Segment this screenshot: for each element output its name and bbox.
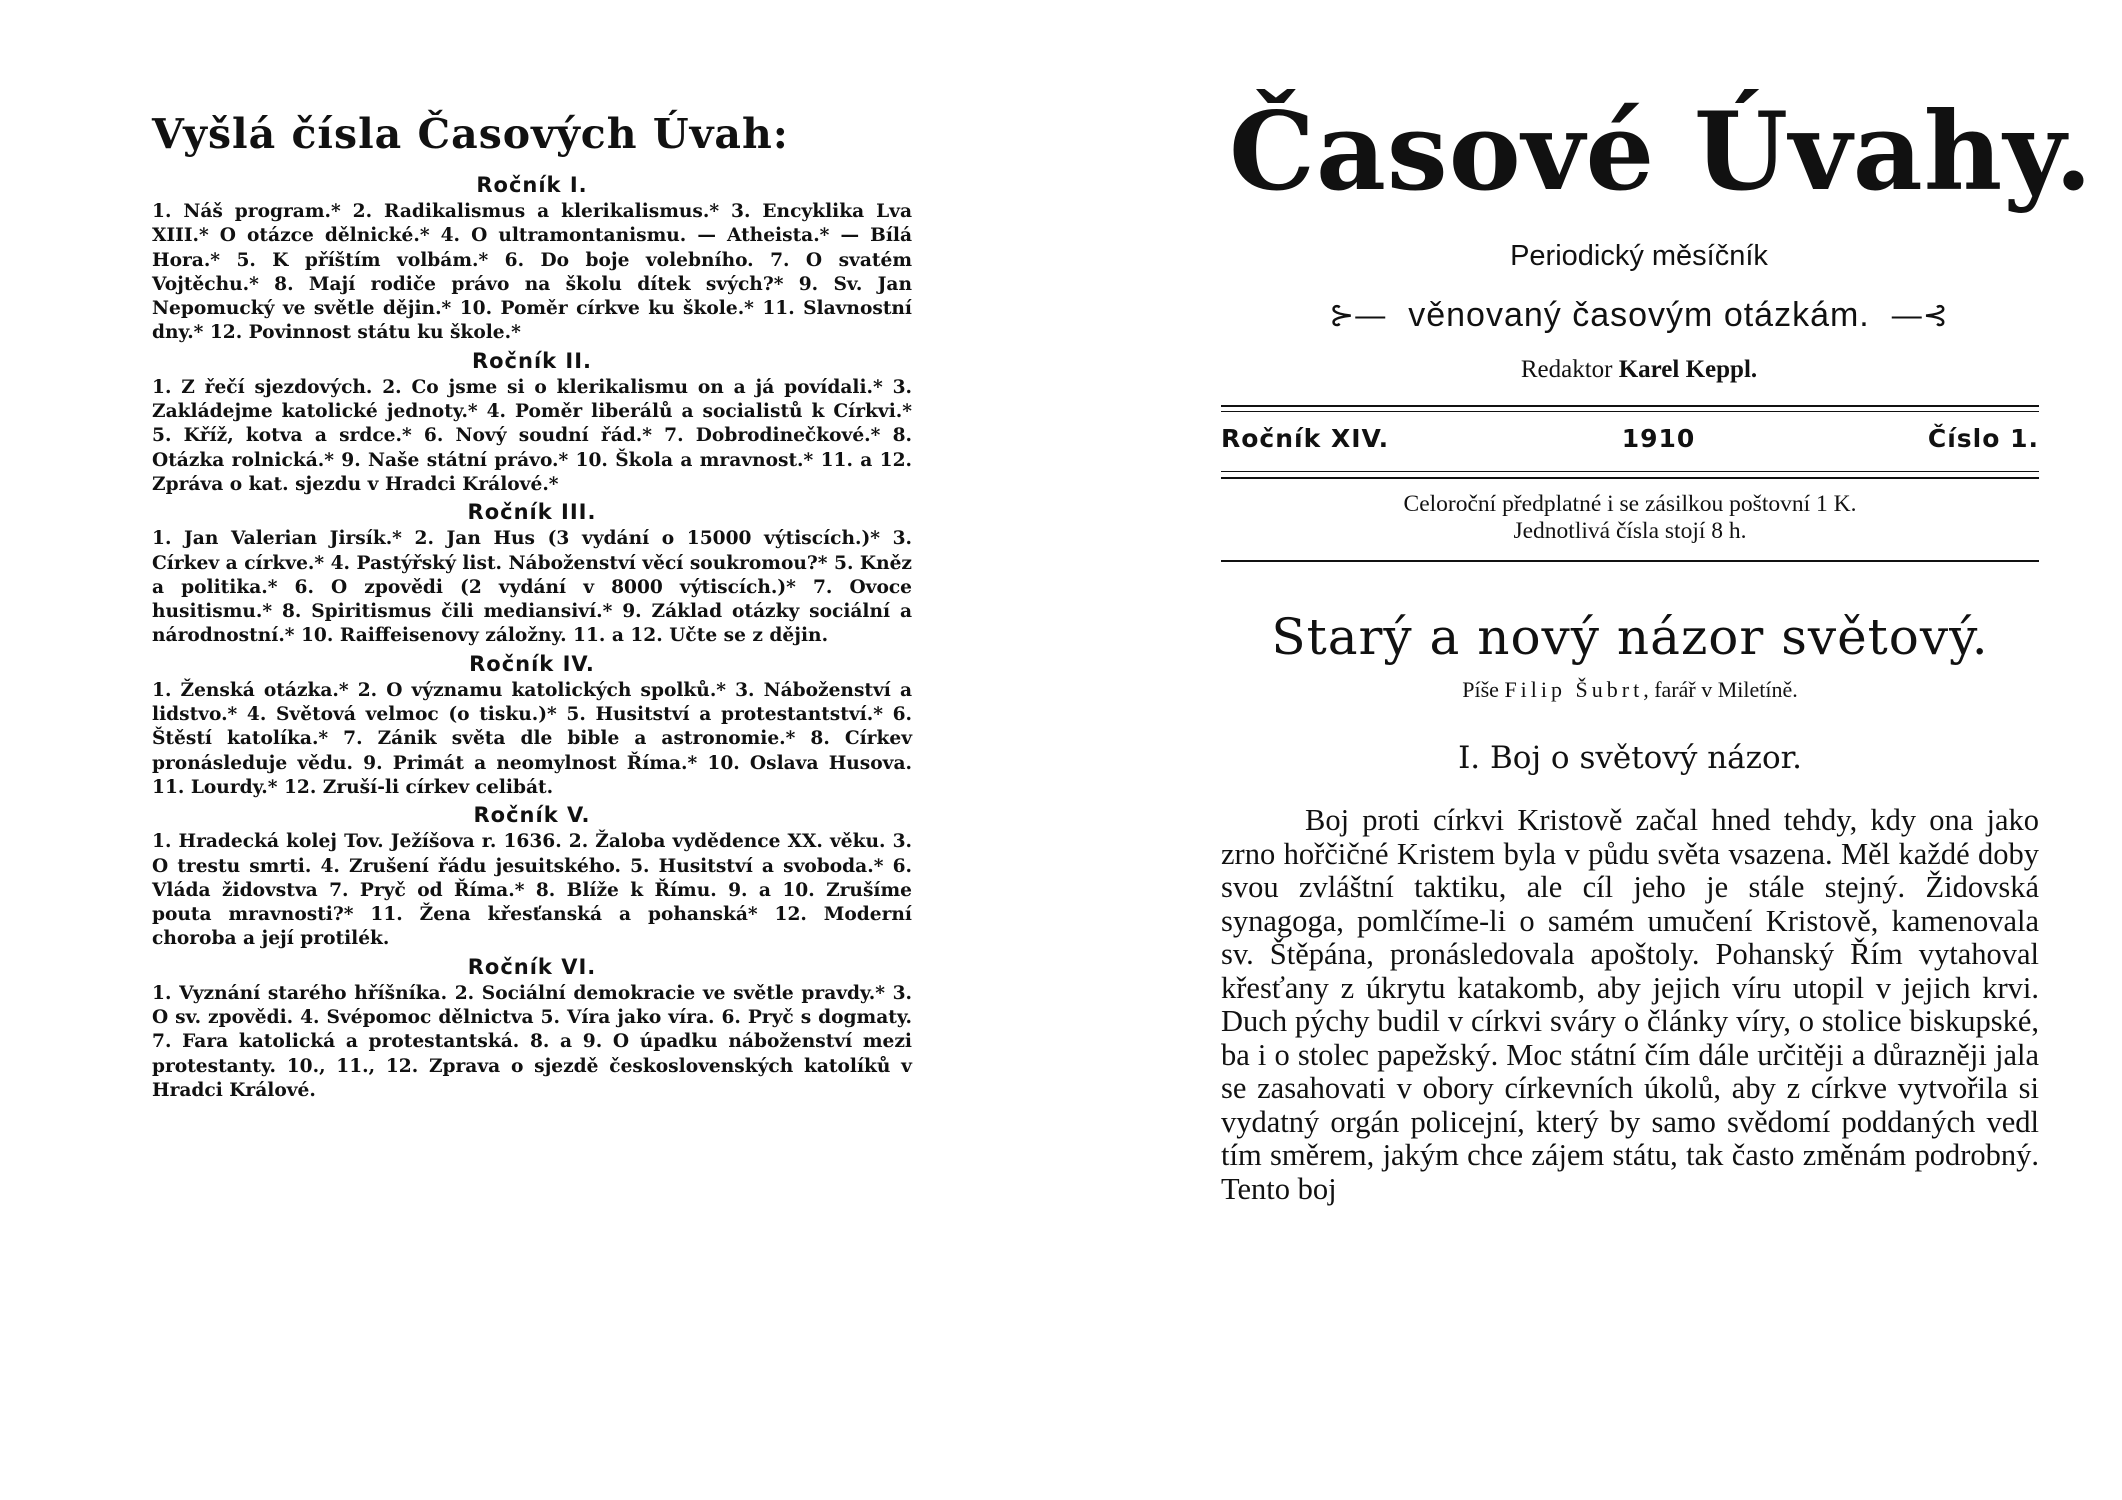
byline-author: Filip Šubrt [1504,677,1644,702]
issue-list [152,170,912,1103]
divider [1221,405,2039,407]
byline [1221,677,2039,703]
ornament-left-icon: ⊱— [1329,299,1387,332]
dedication-line [1229,296,2049,335]
volume-heading: Ročník III. [467,500,597,525]
divider [1221,560,2039,562]
section-title: I. Boj o světový názor. [1458,740,1802,776]
issue-number: Číslo 1. [1927,424,2039,453]
volume-issues: 1. Ženská otázka.* 2. O významu katolických spolků.* 3. Náboženství a lidstvo.* 4. Světová velmoc (o tisku.)* 5. Husitství a protestantství.* 6. Štěstí katolíka.* 7. Zánik světa dle bible a astronomie.* 8. Církev pronásleduje vědu. 9. Primát a neomylnost Říma.* 10. Oslava Husova. 11. Lourdy.* 12. Zruší-li církev celibát. [152,679,912,798]
article-body [1221,804,2039,1206]
volume-issues: 1. Z řečí sjezdových. 2. Co jsme si o klerikalismu on a já povídali.* 3. Zakládejme katolické jednoty.* 4. Poměr liberálů a socialistů k Církvi.* 5. Kříž, kotva a srdce.* 6. Nový soudní řád.* 7. Dobrodinečkové.* 8. Otázka rolnická.* 9. Naše státní právo.* 10. Škola a mravnost.* 11. a 12. Zpráva o kat. sjezdu v Hradci Králové.* [152,376,912,495]
volume-issues: 1. Vyznání starého hříšníka. 2. Sociální demokracie ve světle pravdy.* 3. O sv. zpovědi. 4. Svépomoc dělnictva 5. Víra jako víra. 6. Pryč s dogmaty. 7. Fara katolická a protestantská. 8. a 9. O úpadku náboženství mezi protestanty. 10., 11., 12. Zprava o sjezdě československých katolíků v Hradci Králové. [152,982,912,1101]
article-title: Starý a nový názor světový. [1271,608,1989,666]
masthead: Časové Úvahy. [1229,89,2094,215]
single-issue-price: Jednotlivá čísla stojí 8 h. [1513,518,1747,544]
divider [1221,477,2039,479]
back-cover-title: Vyšlá čísla Časových Úvah: [152,110,789,158]
ornament-right-icon: —⊰ [1891,299,1949,332]
byline-prefix: Píše [1462,677,1499,702]
body-paragraph: Boj proti církvi Kristově začal hned tehdy, kdy ona jako zrno hořčičné Kristem byla v půdu světa vsazena. Měl každé doby svou zvláštní taktiku, ale cíl jeho je stále stejný. Židovská synagoga, pomlčíme-li o samém umučení Kristově, kamenovala sv. Štěpána, pronásledovala apoštoly. Pohanský Řím vytahoval křesťany z úkrytu katakomb, aby jejich víru utopil v jejich krvi. Duch pýchy budil v církvi sváry o články víry, o stolice biskupské, ba i o stolec papežský. Moc státní čím dále určitěji a důrazněji jala se zasahovati v obory církevních úkolů, aby z církve vytvořila si vydatný orgán policejní, který by samo svědomí poddaných vedl tím směrem, jakým chce zájem státu, tak často změnám podrobný. Tento boj [1221,803,2039,1206]
subscription-info [1221,491,2039,545]
volume-issues: 1. Jan Valerian Jirsík.* 2. Jan Hus (3 vydání o 15000 výtiscích.)* 3. Církev a církve.* 4. Pastýřský list. Náboženství věcí soukromou?* 5. Kněz a politika.* 6. O zpovědi (2 vydání v 8000 výtiscích.)* 7. Ovoce husitismu.* 8. Spiritismus čili mediansiví.* 9. Základ otázky sociální a národnostní.* 10. Raiffeisenovy záložny. 11. a 12. Učte se z dějin. [152,528,912,647]
dedication-text: věnovaný časovým otázkám. [1408,296,1870,334]
divider [1221,411,2039,412]
subtitle: Periodický měsíčník [1510,240,1768,272]
volume-issues: 1. Hradecká kolej Tov. Ježíšova r. 1636. 2. Žaloba vydědence XX. věku. 3. O trestu smrti. 4. Zrušení řádu jesuitského. 5. Husitství a svoboda.* 6. Vláda židovstva 7. Pryč od Říma.* 8. Blíže k Římu. 9. a 10. Zrušíme pouta mravnosti?* 11. Žena křesťanská a pohanská* 12. Moderní choroba a její protilék. [152,831,912,950]
volume-heading: Ročník V. [473,803,591,828]
volume-number: Ročník XIV. [1221,424,1390,453]
byline-suffix: , farář v Miletíně. [1643,677,1798,702]
volume-heading: Ročník I. [476,173,588,197]
editor-label: Redaktor [1520,356,1613,383]
issue-year: 1910 [1621,424,1696,453]
divider [1221,471,2039,472]
issue-info-row [1221,424,2039,453]
editor-name: Karel Keppl. [1618,356,1758,383]
volume-issues: 1. Náš program.* 2. Radikalismus a klerikalismus.* 3. Encyklika Lva XIII.* O otázce dělnické.* 4. O ultramontanismu. — Atheista.* — Bílá Hora.* 5. K příštím volbám.* 6. Do boje volebního. 7. O svatém Vojtěchu.* 8. Mají rodiče právo na školu dítek svých?* 9. Sv. Jan Nepomucký ve světle dějin.* 10. Poměr církve ku škole.* 11. Slavnostní dny.* 12. Povinnost státu ku škole.* [152,201,912,344]
subscription-price: Celoroční předplatné i se zásilkou poštovní 1 K. [1403,491,1857,517]
volume-heading: Ročník IV. [469,651,595,676]
volume-heading: Ročník II. [471,348,593,373]
editor-line [1229,356,2049,384]
right-page [1061,0,2122,1500]
volume-heading: Ročník VI. [467,954,597,979]
